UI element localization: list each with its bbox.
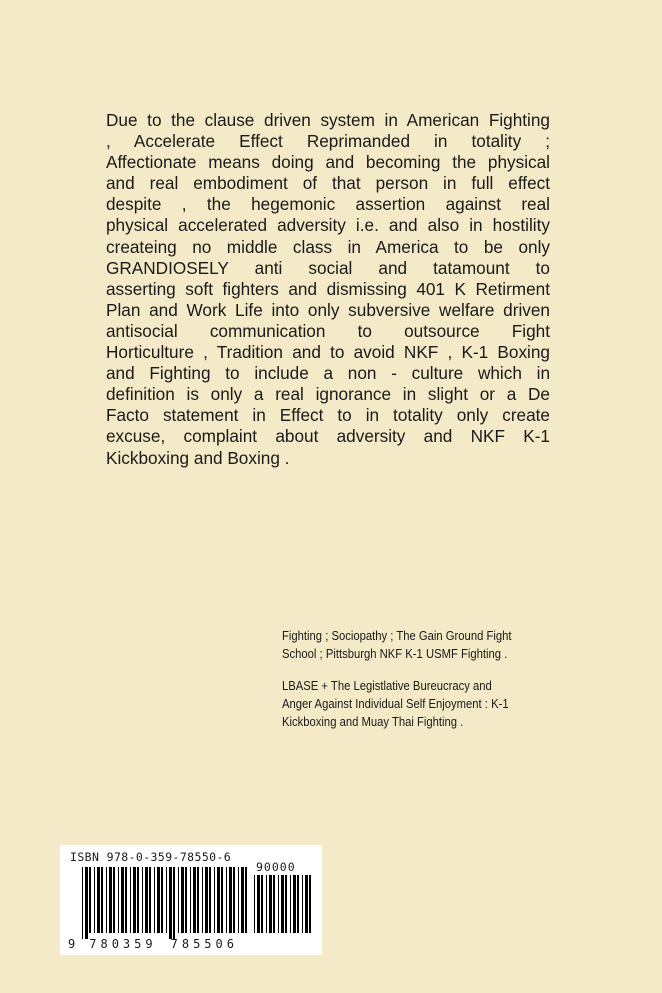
barcode-bar: [285, 875, 287, 933]
ean-left-digits: 780359: [89, 937, 157, 951]
barcode-bar: [193, 867, 196, 933]
barcode-bar: [305, 875, 308, 933]
barcode-bar: [245, 867, 247, 933]
isbn-label: ISBN 978-0-359-78550-6: [70, 850, 232, 864]
note-line: Anger Against Individual Self Enjoyment : K-1: [282, 696, 509, 711]
barcode-bar: [157, 867, 160, 933]
barcode-bar: [241, 867, 244, 933]
barcode-bar: [281, 875, 284, 933]
keywords-note-2: [282, 677, 523, 731]
barcode-bar: [293, 875, 296, 933]
body-line: , Accelerate Effect Reprimanded in totality ;: [106, 131, 550, 152]
barcode-bar: [257, 875, 260, 933]
barcode-bar: [278, 875, 279, 933]
barcode-bar: [229, 867, 232, 933]
barcode-bar: [169, 867, 172, 939]
body-line: Affectionate means doing and becoming the physical: [106, 152, 550, 173]
barcode-bar: [178, 867, 179, 933]
barcode-bar: [309, 875, 311, 933]
isbn-barcode: [60, 845, 322, 955]
body-line: GRANDIOSELY anti social and tatamount to: [106, 257, 550, 278]
body-line: physical accelerated adversity i.e. and also in hostility: [106, 215, 550, 236]
barcode-bar: [205, 867, 208, 933]
barcode-bar: [154, 867, 155, 933]
barcode-bar: [261, 875, 263, 933]
barcode-bar: [130, 867, 131, 933]
ean-right-digits: 785506: [170, 937, 238, 951]
barcode-bar: [181, 867, 184, 933]
body-line: createing no middle class in America to be only: [106, 236, 550, 257]
ean-digits: [68, 937, 238, 951]
barcode-bar: [214, 867, 215, 933]
keyword-notes: [282, 627, 523, 745]
barcode-bar: [101, 867, 103, 933]
barcode-bar: [161, 867, 163, 933]
note-line: LBASE + The Legistlative Bureucracy and: [282, 678, 492, 693]
barcode-bar: [94, 867, 95, 933]
barcode-bar: [254, 875, 255, 933]
barcode-bar: [106, 867, 107, 933]
barcode-bar: [185, 867, 187, 933]
barcode-bar: [209, 867, 211, 933]
body-line: despite , the hegemonic assertion against real: [106, 194, 550, 215]
barcode-bar: [142, 867, 143, 933]
body-line: and real embodiment of that person in full effect: [106, 173, 550, 194]
barcode-bar: [82, 867, 83, 939]
barcode-bar: [190, 867, 191, 933]
barcode-bar: [113, 867, 115, 933]
barcode-bar: [133, 867, 136, 933]
body-text: [106, 110, 550, 469]
body-line: Horticulture , Tradition and to avoid NKF , K-1 Boxing: [106, 342, 550, 363]
barcode-bar: [302, 875, 303, 933]
barcode-bar: [269, 875, 272, 933]
barcode-bar: [121, 867, 124, 933]
ean-lead-digit: 9: [68, 937, 76, 951]
price-code: 90000: [256, 860, 296, 874]
barcode-bar: [297, 875, 299, 933]
keywords-note-1: [282, 627, 523, 663]
barcode-bar: [197, 867, 199, 933]
barcode-bar: [125, 867, 127, 933]
barcode-bar: [85, 867, 88, 939]
barcode-bar: [226, 867, 227, 933]
body-line: excuse, complaint about adversity and NKF K-1: [106, 426, 550, 447]
barcode-bar: [97, 867, 100, 933]
barcode-bar: [202, 867, 203, 933]
barcode-bar: [137, 867, 139, 933]
body-line: Due to the clause driven system in American Fighting: [106, 110, 550, 130]
body-line: and Fighting to include a non - culture which in: [106, 363, 550, 384]
barcode-bar: [109, 867, 112, 933]
barcode-bar: [89, 867, 91, 933]
body-line: Facto statement in Effect to in totality only create: [106, 405, 550, 426]
body-line: Plan and Work Life into only subversive welfare driven: [106, 299, 550, 320]
barcode-bar: [145, 867, 148, 933]
barcode-bar: [173, 867, 175, 939]
note-line: Kickboxing and Muay Thai Fighting .: [282, 714, 464, 729]
barcode-bar: [149, 867, 151, 933]
note-line: School ; Pittsburgh NKF K-1 USMF Fighting .: [282, 646, 508, 661]
barcode-bar: [217, 867, 220, 933]
body-line: antisocial communication to outsource Fight: [106, 320, 550, 341]
body-line: asserting soft fighters and dismissing 401 K Retirment: [106, 278, 550, 299]
ean-barcode-bars: [82, 867, 248, 939]
barcode-bar: [233, 867, 235, 933]
barcode-bar: [118, 867, 119, 933]
note-line: Fighting ; Sociopathy ; The Gain Ground Fight: [282, 628, 512, 643]
barcode-bar: [290, 875, 291, 933]
barcode-bar: [238, 867, 239, 933]
body-line: definition is only a real ignorance in slight or a De: [106, 384, 550, 405]
body-line: Kickboxing and Boxing .: [106, 447, 290, 468]
barcode-bar: [166, 867, 167, 933]
barcode-bar: [221, 867, 223, 933]
barcode-bar: [266, 875, 267, 933]
addon-barcode-bars: [254, 875, 312, 939]
barcode-bar: [273, 875, 275, 933]
